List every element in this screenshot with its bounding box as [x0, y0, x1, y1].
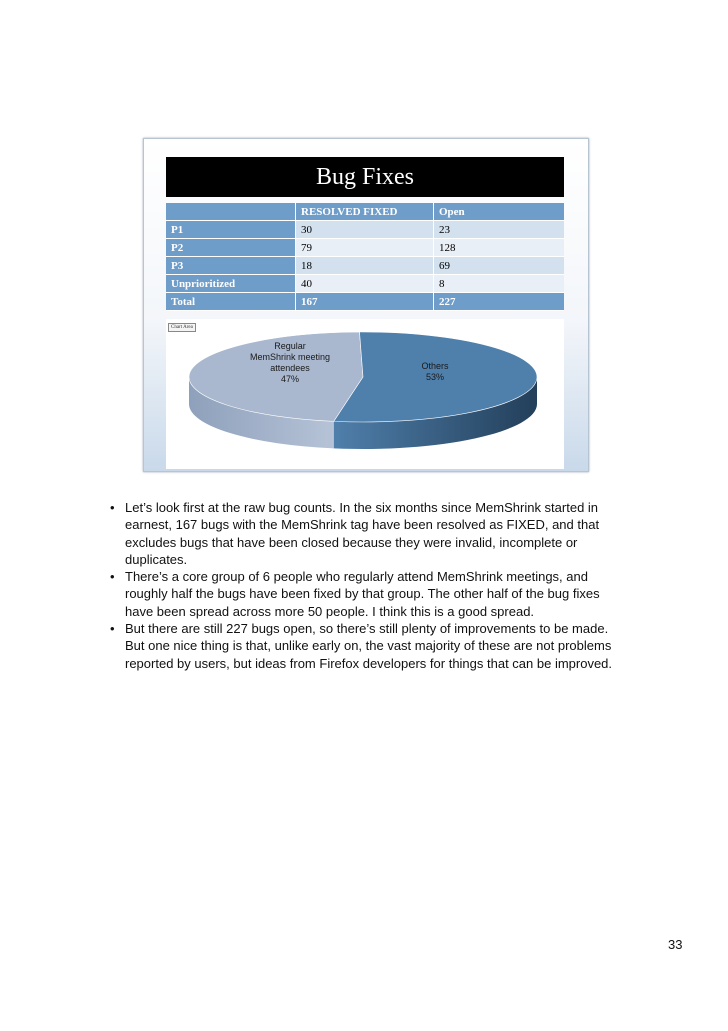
slice-label-line: Others	[421, 361, 449, 371]
resolved-value: 30	[296, 221, 434, 239]
total-row	[166, 293, 564, 311]
total-open: 227	[434, 293, 564, 311]
pie-chart-area	[166, 319, 564, 469]
resolved-value: 40	[296, 275, 434, 293]
slide-image	[143, 138, 589, 472]
row-label: P3	[166, 257, 296, 275]
total-label: Total	[166, 293, 296, 311]
speaker-notes	[108, 499, 628, 672]
row-label: P2	[166, 239, 296, 257]
table-header-cell	[166, 203, 296, 221]
note-bullet: • There’s a core group of 6 people who regularly attend MemShrink meetings, and roughly half the bugs have been fixed by that group. The other half of the bug fixes have been spread across more 50 people. I think this is a good spread.	[108, 568, 628, 620]
table-header-cell: Open	[434, 203, 564, 221]
note-bullet: • Let’s look first at the raw bug counts. In the six months since MemShrink started in earnest, 167 bugs with the MemShrink tag have been resolved as FIXED, and that excludes bugs that have been closed because they were invalid, incomplete or duplicates.	[108, 499, 628, 568]
slice-label-line: MemShrink meeting	[249, 352, 331, 362]
note-bullet: • But there are still 227 bugs open, so there’s still plenty of improvements to be made. But one nice thing is that, unlike early on, the vast majority of these are not problems reported by users, but ideas from Firefox developers for things that can be improved.	[108, 620, 628, 672]
slice-label-line: attendees	[270, 363, 310, 373]
table-header-row	[166, 203, 564, 221]
table-row	[166, 275, 564, 293]
slice-label-others	[412, 361, 458, 383]
resolved-value: 79	[296, 239, 434, 257]
open-value: 69	[434, 257, 564, 275]
open-value: 8	[434, 275, 564, 293]
open-value: 23	[434, 221, 564, 239]
slice-label-percent: 47%	[280, 374, 299, 384]
open-value: 128	[434, 239, 564, 257]
pie-chart-svg	[166, 319, 564, 469]
resolved-value: 18	[296, 257, 434, 275]
table-header-cell: RESOLVED FIXED	[296, 203, 434, 221]
bug-table	[166, 203, 564, 311]
table-row	[166, 257, 564, 275]
total-resolved: 167	[296, 293, 434, 311]
table-row	[166, 221, 564, 239]
slice-label-percent: 53%	[425, 372, 444, 382]
slice-label-attendees	[234, 341, 346, 385]
table-row	[166, 239, 564, 257]
page-number: 33	[668, 937, 683, 952]
row-label: Unprioritized	[166, 275, 296, 293]
slide-title: Bug Fixes	[166, 157, 564, 197]
row-label: P1	[166, 221, 296, 239]
chart-area-tag: Chart Area	[168, 323, 196, 332]
slice-label-line: Regular	[274, 341, 306, 351]
